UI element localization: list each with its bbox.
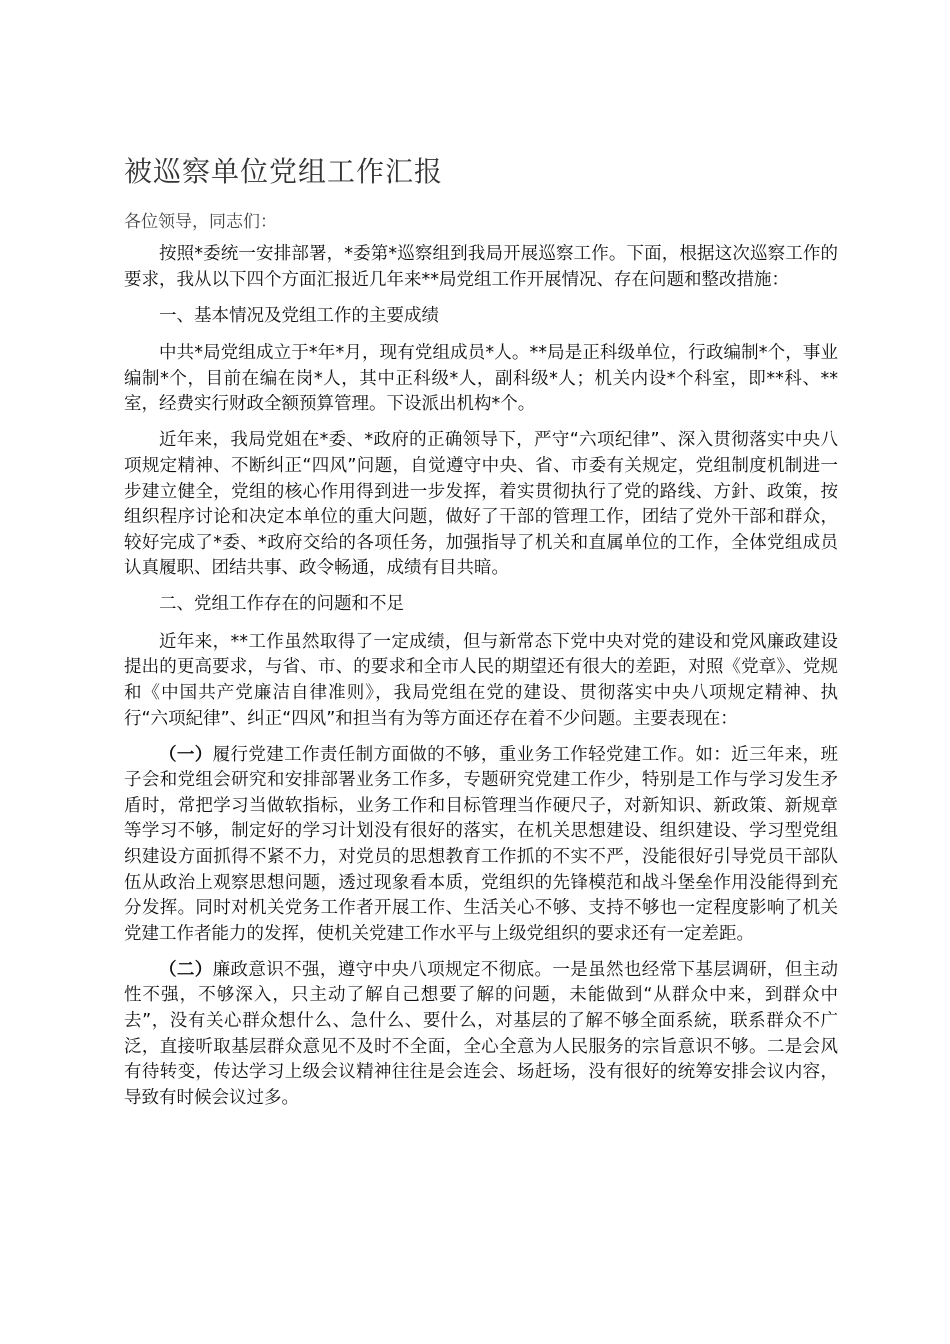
paragraph-problems-intro: 近年来，**工作虽然取得了一定成绩，但与新常态下党中央对党的建设和党风廉政建设提出的更高要求，与省、市、的要求和全市人民的期望还有很大的差距，对照《党章》、党规和《中国共产党廉洁自律准则》，我局党组在党的建设、贯彻落实中央八项规定精神、执行“六项紀律”、纠正“四风”和担当有为等方面还存在着不少问题。主要表现在： [124, 631, 838, 729]
document-title: 被巡察单位党组工作汇报 [124, 155, 444, 188]
problem-2-text: 廉政意识不强，遵守中央八项规定不彻底。一是虽然也经常下基层调研，但主动性不强，不够深入，只主动了解自己想要了解的问题，未能做到“从群众中来，到群众中去”，没有关心群众想什么、急什么、要什么，对基层的了解不够全面系統，联系群众不广泛，直接听取基层群众意见不及时不全面，全心全意为人民服务的宗旨意识不够。二是会风有待转变，传达学习上级会议精神往往是会连会、场赶场，没有很好的统筹安排会议内容，导致有时候会议过多。 [124, 959, 839, 1108]
paragraph-intro: 按照*委统一安排部署，*委第*巡察组到我局开展巡察工作。下面，根据这次巡察工作的要求，我从以下四个方面汇报近几年来**局党组工作开展情况、存在问题和整改措施： [124, 244, 838, 290]
section-heading-2: 二、党组工作存在的问题和不足 [159, 594, 404, 615]
paragraph-problem-1 [124, 743, 838, 948]
problem-1-text: 履行党建工作责任制方面做的不够，重业务工作轻党建工作。如：近三年来，班子会和党组会研究和安排部署业务工作多，专题研究党建工作少，特别是工作与学习发生矛盾时，常把学习当做软指标，业务工作和目标管理当作硬尺子，对新知识、新政策、新规章等学习不够，制定好的学习计划没有很好的落实，在机关思想建设、组织建设、学习型党组织建设方面抓得不紧不力，对党员的思想教育工作抓的不实不严，没能很好引导党员干部队伍从政治上观察思想问题，透过现象看本质，党组织的先锋模范和战斗堡垒作用没能得到充分发挥。同时对机关党务工作者开展工作、生活关心不够、支持不够也一定程度影响了机关党建工作者能力的发挥，使机关党建工作水平与上级党组织的要求还有一定差距。 [124, 744, 839, 944]
problem-2-lead: （二） [159, 959, 213, 980]
paragraph-basic-info: 中共*局党组成立于*年*月，现有党组成员*人。**局是正科级单位，行政编制*个，事业编制*个，目前在编在岗*人，其中正科级*人，副科级*人；机关内设*个科室，即**科、**室，经费实行财政全额预算管理。下设派出机构*个。 [124, 343, 838, 415]
document-body [124, 242, 838, 1122]
section-heading-1: 一、基本情况及党组工作的主要成绩 [159, 305, 439, 326]
paragraph-achievements: 近年来，我局党姐在*委、*政府的正确领导下，严守“六项纪律”、深入贯彻落实中央八项规定精神、不断纠正“四风”问题，自觉遵守中央、省、市委有关规定，党组制度机制进一步建立健全，党组的核心作用得到进一步发挥，着实贯彻执行了党的路线、方針、政策，按组织程序讨论和决定本单位的重大问题，做好了干部的管理工作，团结了党外干部和群众，较好完成了*委、*政府交给的各项任务，加强指导了机关和直属单位的工作，全体党组成员认真履职、团结共事、政令畅通，成绩有目共暗。 [124, 430, 838, 579]
paragraph-problem-2 [124, 958, 838, 1112]
problem-1-lead: （一） [159, 744, 213, 765]
salutation: 各位领导，同志们： [124, 212, 277, 232]
